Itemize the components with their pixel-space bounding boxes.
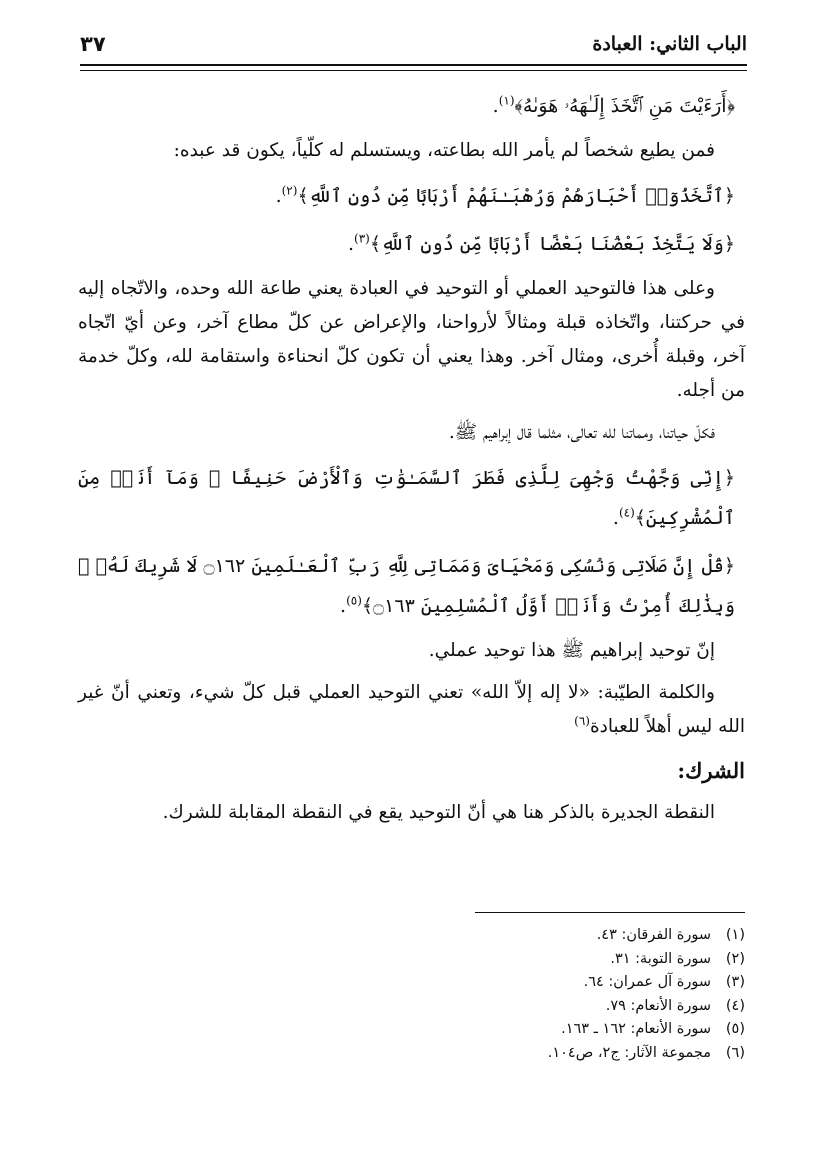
running-title: الباب الثاني: العبادة [592, 33, 747, 55]
paragraph-1: فمن يطيع شخصاً لم يأمر الله بطاعته، ويستسلم له كلّياً، يكون قد عبده: [173, 140, 715, 161]
footnote-ref[interactable]: (٦) [574, 713, 590, 728]
footnote-number: (٤) [725, 997, 745, 1014]
footnote-ref[interactable]: (٣) [354, 231, 370, 246]
section-heading: الشرك: [677, 758, 745, 783]
header-rule-thick [80, 64, 747, 66]
paragraph-4: إنّ توحيد إبراهيم ﷺ هذا توحيد عملي. [428, 640, 715, 661]
footnotes [345, 924, 745, 1065]
page-header [80, 26, 747, 62]
paragraph-3: فكلّ حياتنا، ومماتنا لله تعالى، مثلما قال إبراهيم ﷺ. [448, 422, 715, 443]
footnote-number: (٥) [725, 1021, 745, 1037]
footnote-item [345, 924, 745, 948]
verse-text: ﴿قُلْ إِنَّ صَلَاتِى وَنُسُكِى وَمَحْيَاىَ وَمَمَاتِى لِلَّهِ رَبِّ ٱلْعَـٰلَمِينَ ۝١٦٢ لَا شَرِيكَ لَهُۥ ۖ وَبِذَٰلِكَ أُمِرْتُ وَأَنَا۠ أَوَّلُ ٱلْمُسْلِمِينَ ۝١٦٣﴾ [78, 555, 735, 617]
footnote-ref[interactable]: (٤) [618, 505, 635, 520]
footnote-text: سورة الأنعام: ٧٩. [605, 997, 711, 1014]
footnote-ref[interactable]: (٢) [281, 183, 298, 198]
footnote-separator [475, 912, 745, 913]
footnote-text: سورة آل عمران: ٦٤. [583, 974, 711, 990]
footnote-item [345, 948, 745, 972]
paragraph-5 [78, 676, 745, 744]
footnote-text: سورة الأنعام: ١٦٢ ـ ١٦٣. [561, 1021, 711, 1037]
page-number: ٣٧ [80, 32, 106, 56]
verse-punct: . [612, 507, 619, 529]
paragraph-2: وعلى هذا فالتوحيد العملي أو التوحيد في العبادة يعني طاعة الله وحده، والاتّجاه إليه في حركتنا، واتّخاذه قبلة ومثالاً لأرواحنا، والإعراض عن كلّ مطاع آخر، وعن أيّ اتّجاه آخر، وقبلة أُخرى، ومثال آخر. وهذا يعني أن تكون كلّ انحناءة واستقامة لله، وكلّ خدمة من أجله. [78, 278, 745, 401]
footnote-number: (٣) [725, 974, 745, 990]
verse-punct: . [347, 233, 355, 255]
quran-verse-4 [78, 458, 745, 538]
footnote-text: سورة التوبة: ٣١. [610, 950, 711, 967]
footnote-item [345, 1018, 745, 1042]
verse-text: ﴿أَرَءَيْتَ مَنِ ٱتَّخَذَ إِلَـٰهَهُۥ هَوَىٰهُ﴾ [514, 95, 735, 117]
verse-text: ﴿ٱتَّخَذُوٓا۟ أَحْبَارَهُمْ وَرُهْبَـٰنَهُمْ أَرْبَابًا مِّن دُونِ ٱللَّهِ﴾ [297, 185, 735, 207]
footnote-item [345, 995, 745, 1019]
footnote-ref[interactable]: (١) [498, 93, 515, 108]
quran-verse-3 [78, 224, 745, 264]
paragraph-5-text: والكلمة الطيّبة: «لا إله إلاّ الله» تعني التوحيد العملي قبل كلّ شيء، وتعني أنّ غير الله ليس أهلاً للعبادة [78, 682, 745, 737]
verse-punct: . [492, 95, 499, 117]
quran-verse-5 [78, 546, 745, 626]
footnote-ref[interactable]: (٥) [346, 593, 362, 608]
verse-text: ﴿إِنِّى وَجَّهْتُ وَجْهِىَ لِلَّذِى فَطَرَ ٱلسَّمَـٰوَٰتِ وَٱلْأَرْضَ حَنِيفًا ۖ وَمَآ أَنَا۠ مِنَ ٱلْمُشْرِكِينَ﴾ [78, 467, 735, 529]
footnote-item [345, 1042, 745, 1066]
quran-verse-1 [78, 86, 745, 126]
footnote-number: (١) [725, 927, 745, 943]
verse-punct: . [275, 185, 282, 207]
verse-text: ﴿وَلَا يَتَّخِذَ بَعْضُنَا بَعْضًا أَرْبَابًا مِّن دُونِ ٱللَّهِ﴾ [369, 233, 735, 255]
footnote-number: (٦) [725, 1044, 745, 1061]
quran-verse-2 [78, 176, 745, 216]
paragraph-6: النقطة الجديرة بالذكر هنا هي أنّ التوحيد يقع في النقطة المقابلة للشرك. [162, 802, 715, 823]
footnote-item [345, 971, 745, 995]
header-rule-thin [80, 70, 747, 71]
footnote-text: سورة الفرقان: ٤٣. [596, 927, 711, 943]
footnote-number: (٢) [725, 950, 745, 967]
page-body [78, 86, 745, 838]
footnote-text: مجموعة الآثار: ج٢، ص١٠٤. [547, 1044, 711, 1061]
verse-punct: . [340, 595, 347, 617]
